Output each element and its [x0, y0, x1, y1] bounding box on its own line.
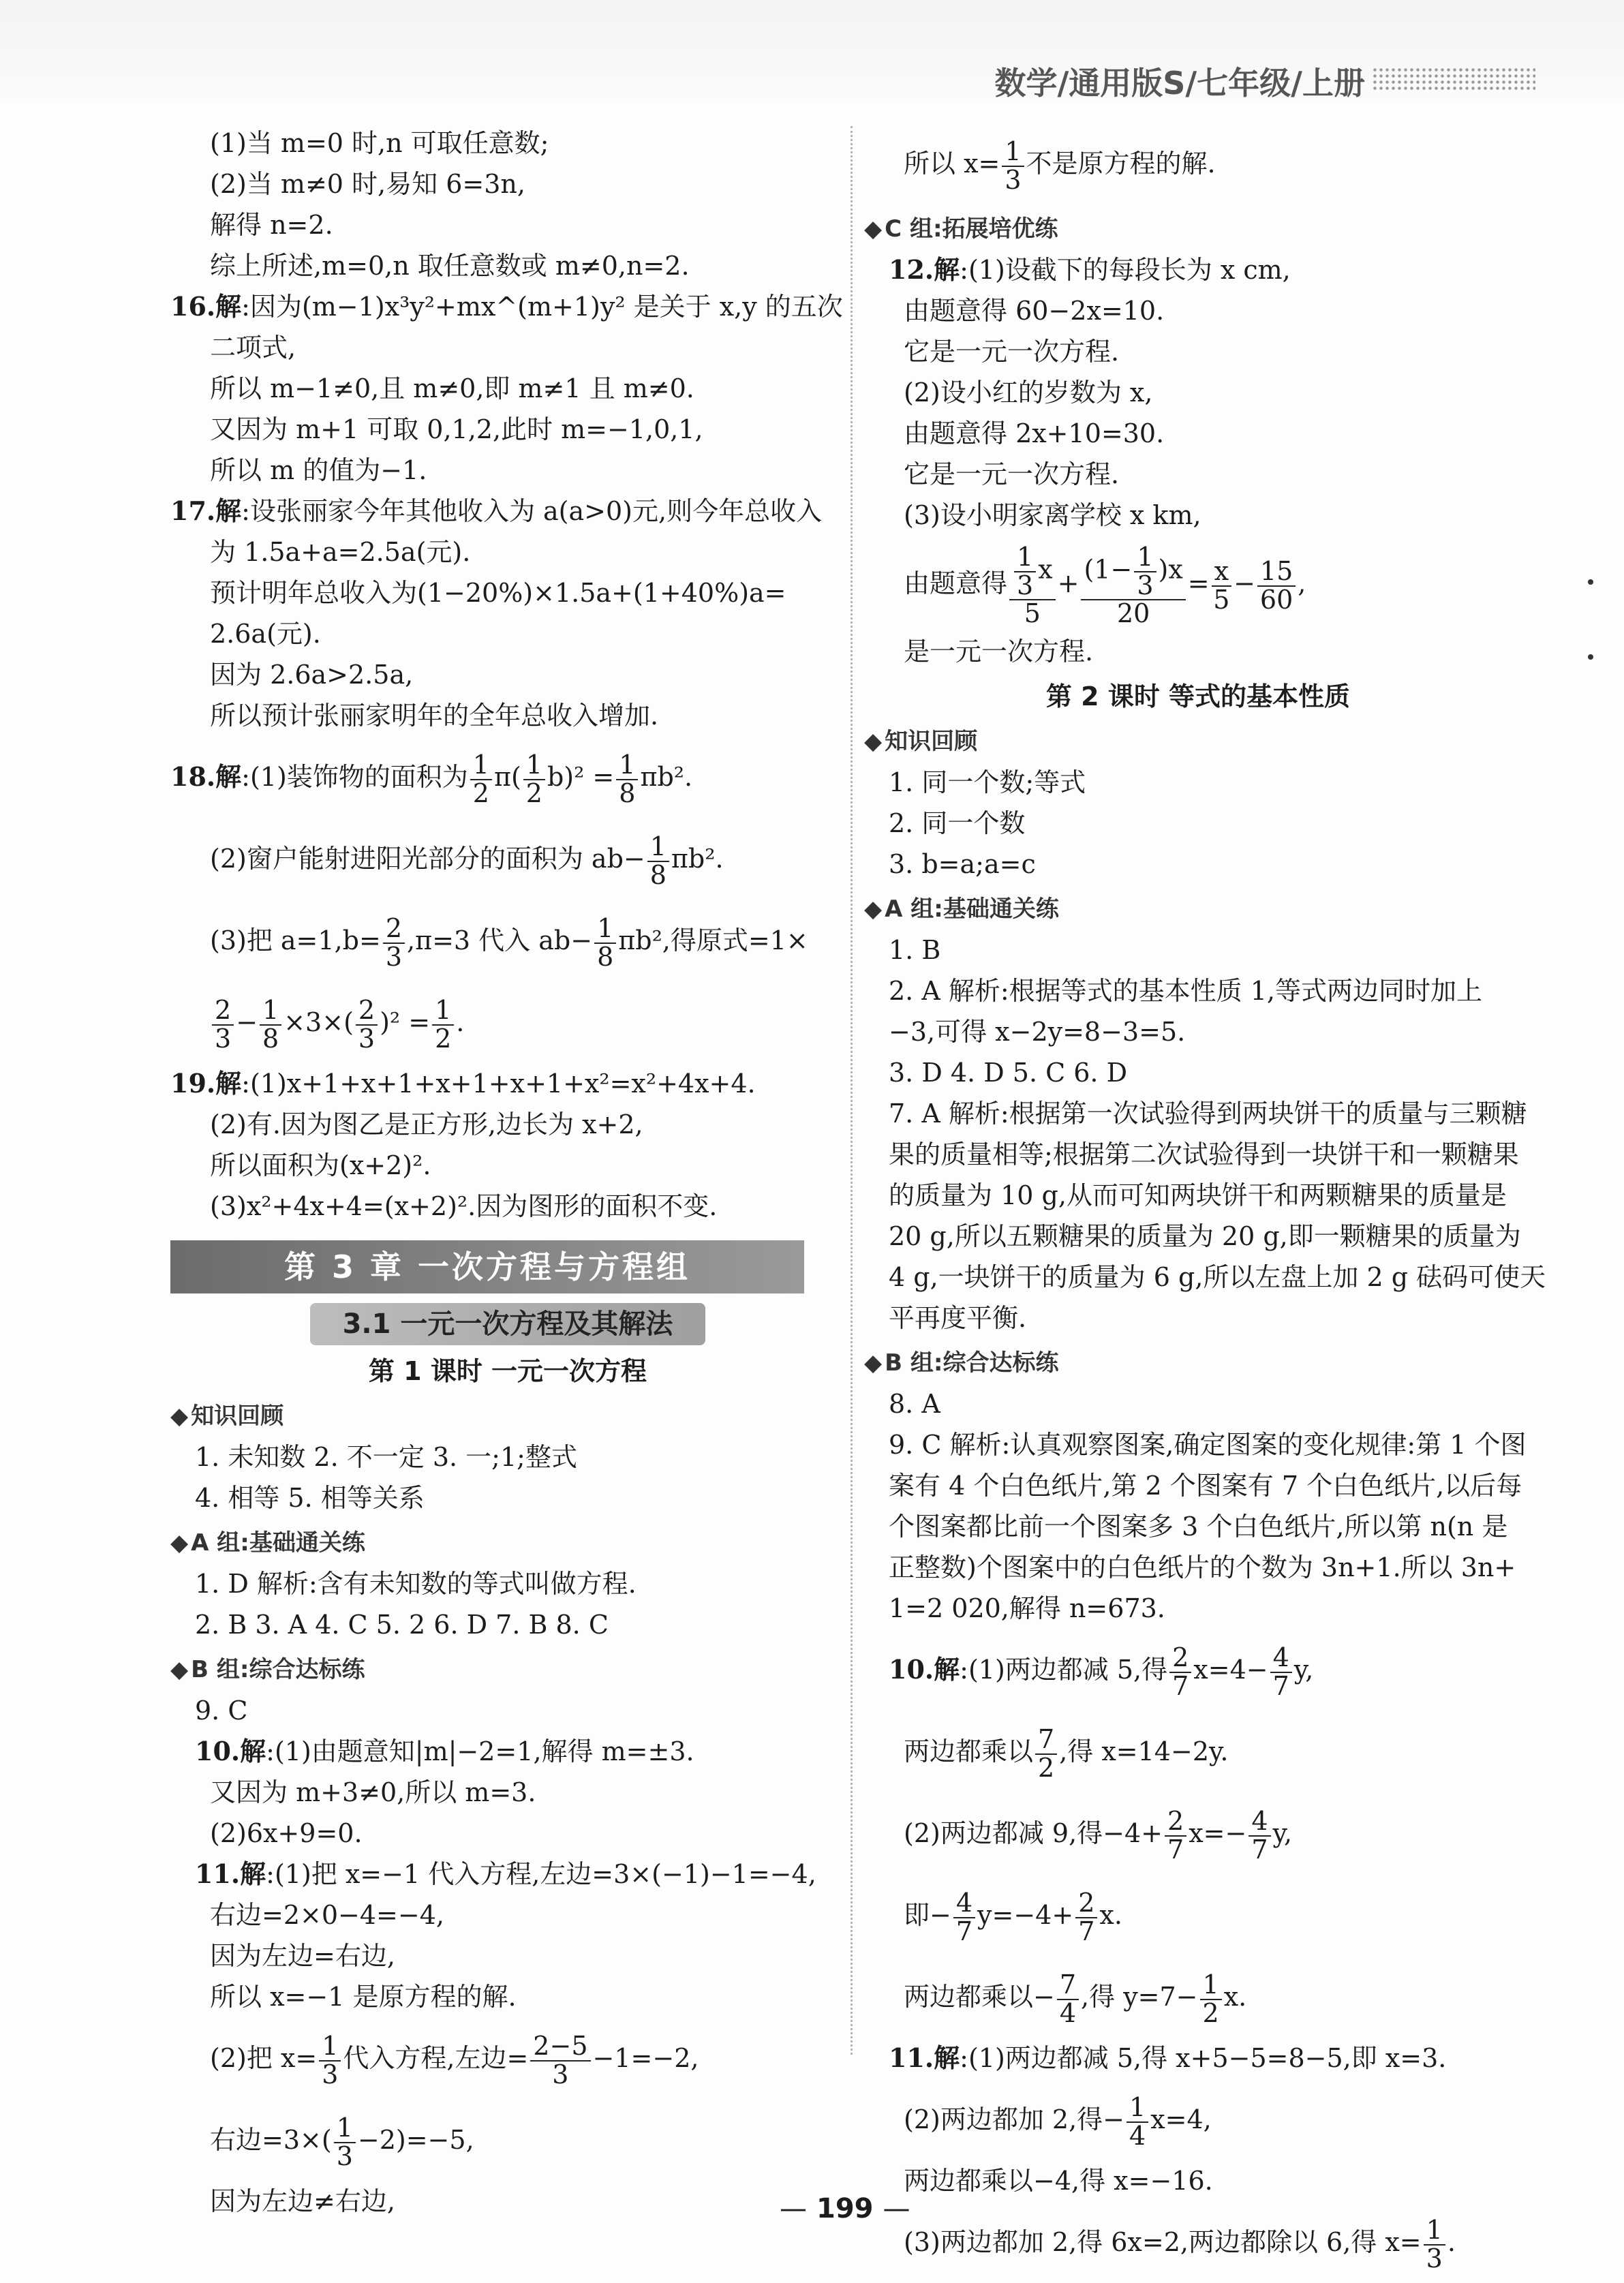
answer-text: (1−	[1084, 554, 1133, 585]
question-number: 17.	[170, 495, 216, 526]
numerator: 1	[432, 997, 454, 1026]
numerator	[1009, 541, 1056, 601]
answer-text: 两边都乘以	[904, 1736, 1034, 1766]
text-line: 3. D 4. D 5. C 6. D	[889, 1058, 1128, 1088]
text-line: 因为 2.6a>2.5a,	[210, 660, 414, 690]
question-number: 11.	[195, 1858, 241, 1889]
question-number: 12.	[889, 254, 934, 285]
answer-text: :(1)装饰物的面积为	[241, 762, 468, 792]
text-line	[864, 2079, 1532, 2160]
page-number-dash: —	[883, 2193, 910, 2224]
answer-text: ,π=3 代入 ab−	[407, 925, 593, 955]
answer-text: :(1)x+1+x+1+x+1+x+1+x²=x²+4x+4.	[241, 1069, 756, 1099]
numerator: 7	[1035, 1726, 1057, 1755]
fraction	[1002, 138, 1024, 194]
text-line	[864, 1711, 1532, 1792]
text-line: 因为左边≠右边,	[210, 2186, 395, 2216]
answer-text: )x	[1158, 554, 1183, 585]
numerator: 4	[1270, 1644, 1292, 1673]
answer-text: πb².	[671, 844, 724, 874]
text-line: −3,可得 x−2y=8−3=5.	[889, 1017, 1186, 1047]
fraction	[616, 749, 638, 808]
denominator: 7	[955, 1916, 973, 1946]
answer-text: :因为(m−1)x³y²+mx^(m+1)y² 是关于 x,y 的五次	[241, 292, 843, 322]
lesson-title: 第 1 课时 一元一次方程	[368, 1356, 647, 1386]
text-line: 1=2 020,解得 n=673.	[889, 1593, 1165, 1623]
answer-label: 解	[215, 761, 242, 792]
margin-dot	[1588, 654, 1593, 660]
fraction	[470, 749, 492, 808]
denominator: 8	[649, 859, 667, 890]
answer-text: x=4,	[1150, 2104, 1212, 2134]
text-line	[864, 1956, 1532, 2038]
denominator: 2	[1202, 1997, 1219, 2028]
answer-text: −2)=−5,	[357, 2125, 474, 2155]
denominator: 8	[619, 778, 636, 808]
fraction	[1200, 1969, 1222, 2028]
fraction	[1169, 1644, 1191, 1700]
denominator: 3	[1137, 570, 1154, 600]
section-heading	[170, 1649, 845, 1690]
fraction	[953, 1887, 975, 1946]
answer-text: ,	[1298, 568, 1306, 598]
text-line: 正整数)个图案中的白色纸片的个数为 3n+1.所以 3n+	[889, 1552, 1516, 1582]
text-line	[864, 123, 1532, 204]
text-line: 9. C	[195, 1696, 248, 1726]
text-line: 所以预计张丽家明年的全年总收入增加.	[210, 701, 659, 731]
denominator: 3	[215, 1023, 232, 1054]
text-line: 2.6a(元).	[210, 619, 321, 649]
numerator: 1	[523, 752, 545, 780]
section-banner: 3.1 一元一次方程及其解法	[310, 1303, 705, 1345]
fraction	[1075, 1887, 1097, 1946]
denominator: 3	[1005, 164, 1022, 195]
answer-label: 解	[934, 1654, 960, 1685]
text-line: 两边都乘以−4,得 x=−16.	[904, 2166, 1213, 2196]
answer-text: :(1)设截下的每段长为 x cm,	[960, 255, 1291, 285]
answer-text: 两边都乘以−	[904, 1982, 1055, 2012]
text-line: (2)当 m≠0 时,易知 6=3n,	[210, 169, 525, 199]
fraction	[1212, 555, 1231, 615]
denominator: 3	[322, 2059, 339, 2089]
diamond-icon: ◆	[170, 1403, 189, 1430]
header-dot-pattern	[1372, 67, 1535, 91]
text-line: 2. A 解析:根据等式的基本性质 1,等式两边同时加上	[889, 976, 1482, 1006]
answer-text: (3)把 a=1,b=	[210, 925, 381, 955]
question-number: 16.	[170, 291, 216, 322]
fraction	[523, 749, 545, 808]
fraction	[383, 915, 405, 971]
numerator: 1	[319, 2033, 341, 2062]
text-line: 2. B 3. A 4. C 5. 2 6. D 7. B 8. C	[195, 1610, 609, 1640]
column-divider	[851, 126, 853, 2055]
text-line: 1. 未知数 2. 不一定 3. 一;1;整式	[195, 1442, 577, 1472]
text-line	[864, 2201, 1532, 2283]
answer-text: 即−	[904, 1900, 951, 1930]
text-line: 1. B	[889, 935, 941, 965]
diamond-icon: ◆	[864, 215, 883, 243]
question-10	[864, 1629, 1532, 1711]
fraction	[212, 994, 234, 1054]
answer-text: (2)两边都减 9,得−4+	[904, 1818, 1163, 1848]
denominator: 2	[525, 778, 542, 808]
text-line: 的质量为 10 g,从而可知两块饼干和两颗糖果的质量是	[889, 1180, 1507, 1210]
numerator: 1	[470, 752, 492, 780]
text-line	[864, 536, 1532, 631]
denominator: 2	[435, 1023, 452, 1054]
text-line: 案有 4 个白色纸片,第 2 个图案有 7 个白色纸片,以后每	[889, 1471, 1522, 1501]
numerator: 7	[1057, 1972, 1079, 2000]
answer-text: (2)两边都加 2,得−	[904, 2104, 1125, 2134]
answer-text: (2)把 x=	[210, 2043, 318, 2073]
answer-text: b)² =	[547, 762, 615, 792]
section-heading	[864, 1343, 1532, 1383]
text-line: 预计明年总收入为(1−20%)×1.5a+(1+40%)a=	[210, 578, 786, 608]
question-16	[170, 286, 845, 327]
question-number: 10.	[889, 1654, 934, 1685]
text-line: 是一元一次方程.	[904, 637, 1094, 666]
text-line: 又因为 m+1 可取 0,1,2,此时 m=−1,0,1,	[210, 414, 703, 444]
right-column	[864, 123, 1546, 2283]
denominator: 8	[597, 941, 614, 972]
text-line	[170, 2017, 845, 2099]
question-10	[170, 1731, 845, 1772]
text-line: (2)6x+9=0.	[210, 1818, 363, 1848]
text-line: 解得 n=2.	[210, 210, 333, 240]
answer-text: x=−	[1189, 1818, 1247, 1848]
text-line: 它是一元一次方程.	[904, 337, 1120, 367]
section-heading-label: B 组:综合达标练	[885, 1349, 1059, 1377]
text-line: 7. A 解析:根据第一次试验得到两块饼干的质量与三颗糖	[889, 1099, 1527, 1129]
answer-text: −	[1234, 568, 1255, 598]
page-number	[770, 2193, 920, 2224]
answer-text: 右边=3×(	[210, 2125, 332, 2155]
answer-text: 代入方程,左边=	[343, 2043, 529, 2073]
numerator: x	[1212, 558, 1231, 587]
numerator: 2	[356, 997, 378, 1026]
denominator: 7	[1172, 1670, 1189, 1701]
numerator: 4	[1248, 1808, 1270, 1837]
text-line: 由题意得 2x+10=30.	[904, 418, 1165, 448]
text-line: 4 g,一块饼干的质量为 6 g,所以左盘上加 2 g 砝码可使天	[889, 1262, 1546, 1292]
denominator: 3	[358, 1023, 376, 1054]
question-12	[864, 249, 1532, 290]
section-heading-label: A 组:基础通关练	[191, 1529, 365, 1557]
question-11	[864, 2038, 1532, 2079]
numerator: 2	[1075, 1890, 1097, 1918]
numerator: 1	[334, 2115, 356, 2143]
text-line: 右边=2×0−4=−4,	[210, 1900, 444, 1930]
text-line	[170, 2099, 845, 2181]
numerator: 1	[1200, 1972, 1222, 2000]
answer-text: :(1)两边都减 5,得	[960, 1655, 1168, 1685]
answer-text: )² =	[380, 1007, 431, 1037]
fraction	[647, 833, 669, 889]
section-heading	[170, 1522, 845, 1563]
answer-text: 所以 x=	[904, 149, 1000, 179]
left-column	[170, 123, 845, 2222]
numerator: 1	[594, 915, 616, 944]
fraction	[1257, 555, 1296, 615]
text-line: 9. C 解析:认真观察图案,确定图案的变化规律:第 1 个图	[889, 1430, 1527, 1460]
denominator: 4	[1059, 1997, 1077, 2028]
fraction	[1014, 541, 1036, 600]
fraction	[1009, 541, 1056, 629]
fraction	[1248, 1805, 1270, 1865]
fraction	[356, 994, 378, 1054]
answer-label: 解	[934, 2042, 960, 2073]
denominator: 60	[1259, 584, 1293, 615]
text-line: 二项式,	[210, 333, 296, 363]
denominator: 3	[336, 2141, 353, 2171]
answer-label: 解	[215, 291, 242, 322]
text-line: (3)设小明家离学校 x km,	[904, 500, 1201, 530]
numerator: 2−5	[530, 2033, 590, 2062]
question-18	[170, 736, 845, 818]
text-line: 又因为 m+3≠0,所以 m=3.	[210, 1777, 536, 1807]
section-heading-label: 知识回顾	[885, 728, 978, 755]
diamond-icon: ◆	[170, 1529, 189, 1557]
denominator: 5	[1024, 598, 1041, 629]
section-heading	[864, 889, 1532, 930]
section-heading-label: A 组:基础通关练	[885, 895, 1059, 923]
fraction	[530, 2030, 590, 2089]
denominator: 20	[1116, 598, 1150, 629]
numerator: 2	[383, 915, 405, 944]
chapter-banner: 第 3 章 一次方程与方程组	[170, 1240, 804, 1293]
answer-text: ×3×(	[284, 1007, 354, 1037]
answer-text: (3)两边都加 2,得 6x=2,两边都除以 6,得 x=	[904, 2227, 1422, 2257]
answer-text: −1=−2,	[592, 2043, 699, 2073]
denominator: 7	[1272, 1670, 1289, 1701]
section-heading	[864, 209, 1532, 249]
text-line: 所以 x=−1 是原方程的解.	[210, 1982, 517, 2012]
section-heading	[864, 721, 1532, 762]
text-line: 它是一元一次方程.	[904, 459, 1120, 489]
answer-text: :(1)把 x=−1 代入方程,左边=3×(−1)−1=−4,	[266, 1859, 816, 1889]
answer-text: +	[1057, 568, 1079, 598]
fraction	[319, 2030, 341, 2089]
diamond-icon: ◆	[864, 1349, 883, 1377]
numerator: 2	[1169, 1644, 1191, 1673]
numerator: 15	[1257, 558, 1296, 587]
question-11	[170, 1854, 845, 1895]
denominator: 7	[1251, 1834, 1268, 1865]
answer-text: (2)窗户能射进阳光部分的面积为 ab−	[210, 844, 645, 874]
answer-text: :(1)由题意知|m|−2=1,解得 m=±3.	[266, 1736, 694, 1766]
answer-text: y,	[1272, 1818, 1293, 1848]
denominator: 7	[1078, 1916, 1095, 1946]
numerator: 1	[260, 997, 281, 1026]
text-line: 综上所述,m=0,n 取任意数或 m≠0,n=2.	[210, 251, 690, 281]
answer-text: y=−4+	[977, 1900, 1074, 1930]
text-line: 果的质量相等;根据第二次试验得到一块饼干和一颗糖果	[889, 1139, 1519, 1169]
fraction	[432, 994, 454, 1054]
answer-text: 不是原方程的解.	[1026, 149, 1216, 179]
page-number-dash: —	[780, 2193, 807, 2224]
text-line: 20 g,所以五颗糖果的质量为 20 g,即一颗糖果的质量为	[889, 1221, 1521, 1251]
numerator: 1	[1014, 544, 1036, 572]
answer-text: πb².	[640, 762, 693, 792]
fraction	[1165, 1805, 1186, 1865]
book-title: 数学/通用版S/七年级/上册	[994, 65, 1365, 102]
question-number: 11.	[889, 2042, 934, 2073]
numerator: 1	[616, 752, 638, 780]
answer-text: ,得 x=14−2y.	[1059, 1736, 1229, 1766]
answer-text: x.	[1223, 1982, 1247, 2012]
answer-text: :(1)两边都减 5,得 x+5−5=8−5,即 x=3.	[960, 2043, 1447, 2073]
text-line: (1)当 m=0 时,n 可取任意数;	[210, 128, 549, 158]
fraction	[1081, 541, 1185, 629]
text-line	[170, 900, 845, 981]
numerator: 1	[1127, 2094, 1148, 2123]
answer-text: 由题意得	[904, 568, 1008, 598]
text-line: 所以面积为(x+2)².	[210, 1150, 431, 1180]
answer-label: 解	[215, 1068, 242, 1099]
fraction	[594, 915, 616, 971]
text-line: 所以 m−1≠0,且 m≠0,即 m≠1 且 m≠0.	[210, 373, 694, 403]
section-heading-label: C 组:拓展培优练	[885, 215, 1058, 243]
denominator: 2	[472, 778, 489, 808]
fraction	[1127, 2094, 1148, 2150]
fraction	[1134, 541, 1156, 600]
section-heading	[170, 1396, 845, 1437]
answer-text: :设张丽家今年其他收入为 a(a>0)元,则今年总收入	[241, 496, 823, 526]
answer-label: 解	[240, 1736, 266, 1766]
text-line: 因为左边=右边,	[210, 1941, 395, 1971]
text-line: (3)x²+4x+4=(x+2)².因为图形的面积不变.	[210, 1191, 718, 1221]
text-line	[864, 1792, 1532, 1874]
denominator: 3	[385, 941, 403, 972]
answer-text: πb²,得原式=1×	[618, 925, 808, 955]
text-line: 为 1.5a+a=2.5a(元).	[210, 537, 471, 567]
text-line: 8. A	[889, 1389, 940, 1419]
answer-text: x=4−	[1193, 1655, 1268, 1685]
answer-text: y,	[1293, 1655, 1314, 1685]
numerator: 2	[1165, 1808, 1186, 1837]
lesson-title: 第 2 课时 等式的基本性质	[1045, 681, 1351, 711]
fraction	[334, 2112, 356, 2171]
numerator: 1	[1424, 2217, 1445, 2246]
answer-label: 解	[240, 1858, 266, 1889]
numerator: 4	[953, 1890, 975, 1918]
text-line: 1. 同一个数;等式	[889, 767, 1086, 797]
question-number: 10.	[195, 1736, 241, 1766]
denominator: 3	[1426, 2243, 1443, 2273]
answer-text: ,得 y=7−	[1081, 1982, 1198, 2012]
text-line: 3. b=a;a=c	[889, 849, 1036, 879]
answer-text: π(	[493, 762, 521, 792]
fraction	[1035, 1723, 1057, 1783]
answer-text: −	[236, 1007, 258, 1037]
text-line: 所以 m 的值为−1.	[210, 455, 427, 485]
denominator: 4	[1129, 2120, 1146, 2151]
question-19	[170, 1063, 845, 1104]
answer-text: x.	[1099, 1900, 1122, 1930]
text-line: 由题意得 60−2x=10.	[904, 296, 1165, 326]
denominator: 3	[1017, 570, 1034, 600]
text-line	[864, 1874, 1532, 1956]
answer-text: x	[1038, 554, 1053, 585]
fraction	[260, 994, 281, 1054]
text-line: (2)有.因为图乙是正方形,边长为 x+2,	[210, 1109, 643, 1139]
numerator: 1	[647, 833, 669, 862]
denominator: 8	[262, 1023, 279, 1054]
numerator: 2	[212, 997, 234, 1026]
fraction	[1270, 1644, 1292, 1700]
answer-text: =	[1187, 568, 1210, 598]
text-line: 4. 相等 5. 相等关系	[195, 1483, 425, 1513]
answer-label: 解	[215, 495, 242, 526]
fraction	[1057, 1969, 1079, 2028]
text-line: 1. D 解析:含有未知数的等式叫做方程.	[195, 1569, 637, 1599]
numerator: 1	[1002, 138, 1024, 167]
margin-dot	[1588, 579, 1593, 585]
question-number: 19.	[170, 1068, 216, 1099]
text-line: 个图案都比前一个图案多 3 个白色纸片,所以第 n(n 是	[889, 1512, 1508, 1542]
answer-text: .	[456, 1007, 465, 1037]
fraction	[1424, 2214, 1445, 2273]
diamond-icon: ◆	[170, 1656, 189, 1683]
section-heading-label: B 组:综合达标练	[191, 1656, 365, 1683]
denominator: 5	[1213, 584, 1230, 615]
denominator: 2	[1038, 1752, 1055, 1783]
text-line	[170, 981, 845, 1063]
diamond-icon: ◆	[864, 728, 883, 755]
answer-label: 解	[934, 254, 960, 285]
denominator: 7	[1167, 1834, 1184, 1865]
question-17	[170, 491, 845, 532]
section-heading-label: 知识回顾	[191, 1403, 284, 1430]
numerator: 1	[1134, 544, 1156, 572]
text-line: (2)设小红的岁数为 x,	[904, 378, 1153, 408]
text-line: 2. 同一个数	[889, 808, 1026, 838]
text-line: 平再度平衡.	[889, 1303, 1027, 1333]
answer-text: .	[1447, 2227, 1456, 2257]
page-number-value: 199	[816, 2193, 874, 2224]
diamond-icon: ◆	[864, 895, 883, 923]
numerator	[1081, 541, 1185, 601]
denominator: 3	[552, 2059, 569, 2089]
text-line	[170, 818, 845, 900]
question-number: 18.	[170, 761, 216, 792]
